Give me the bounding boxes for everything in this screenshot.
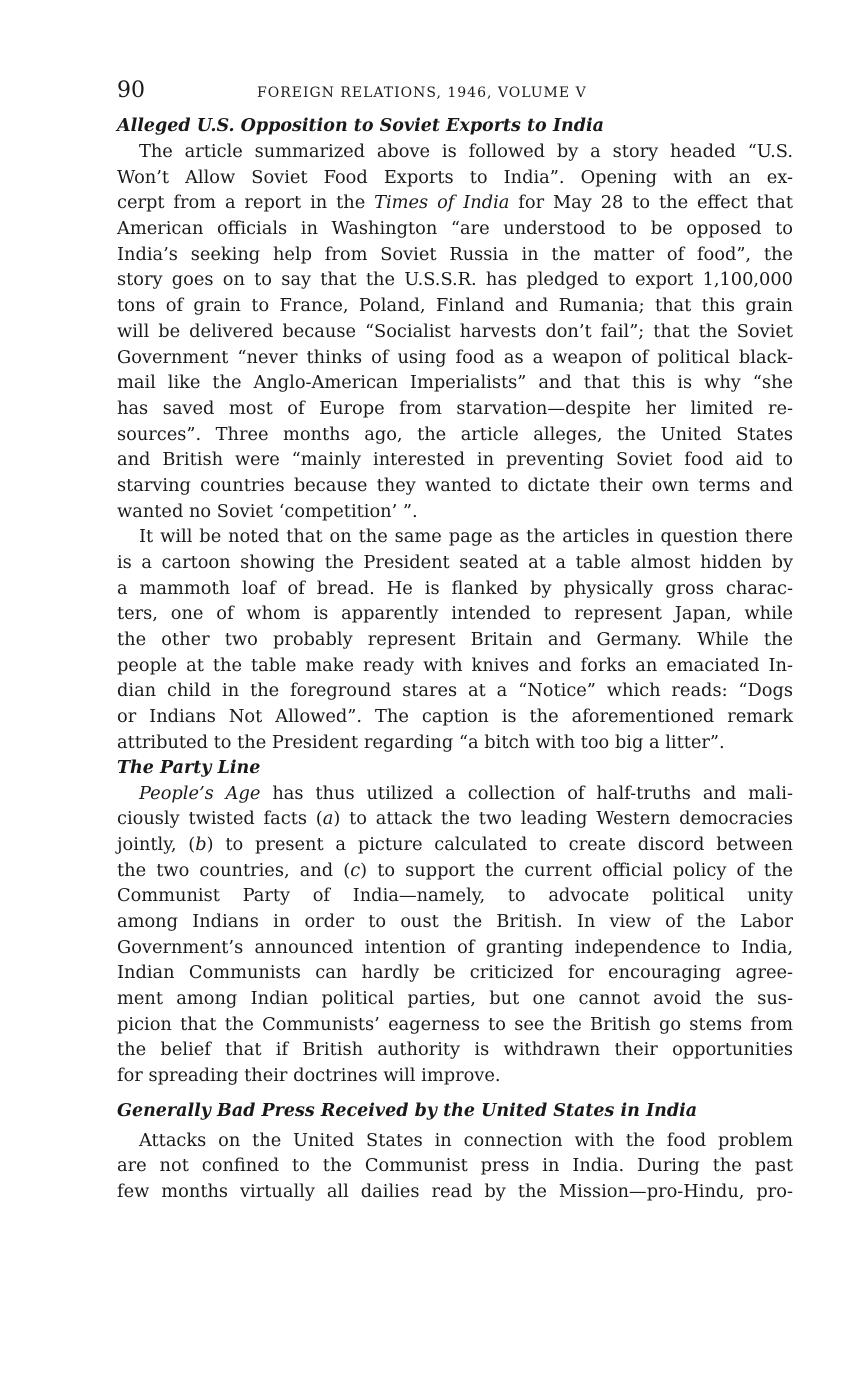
text-line: among Indians in order to oust the British. In view of the Labor [117,910,793,932]
list-marker: c [350,859,361,881]
newspaper-title: People’s Age [139,782,261,804]
text-run: jointly, ( [117,833,196,855]
text-line: Government’s announced intention of granting independence to India, [117,936,793,958]
text-line: few months virtually all dailies read by the Mission—pro-Hindu, pro- [117,1181,793,1203]
text-line: people at the table make ready with knives and forks an emaciated In- [117,654,793,676]
text-line [117,832,793,858]
page-number: 90 [117,78,145,103]
text-run: has thus utilized a collection of half-truths and mali- [260,782,794,804]
paragraph-party-line [117,781,793,1089]
text-line: Indian Communists can hardly be criticized for encouraging agree- [117,962,793,984]
text-line: for spreading their doctrines will improve. [117,1065,501,1087]
running-head: FOREIGN RELATIONS, 1946, VOLUME V [257,85,587,101]
text-line: wanted no Soviet ‘competition’ ”. [117,500,418,522]
newspaper-title: Times of India [374,192,510,214]
text-line: story goes on to say that the U.S.S.R. has pledged to export 1,100,000 [117,269,793,291]
text-line: will be delivered because “Socialist harvests don’t fail”; that the Soviet [117,320,793,342]
text-line: a mammoth loaf of bread. He is flanked by physically gross charac- [117,577,793,599]
text-line [117,806,793,832]
text-line: starving countries because they wanted to dictate their own terms and [117,474,793,496]
text-line: The article summarized above is followed by a story headed “U.S. [139,141,793,162]
text-run: cerpt from a report in the [117,192,375,214]
text-line: ment among Indian political parties, but one cannot avoid the sus- [117,988,793,1009]
text-line: or Indians Not Allowed”. The caption is the aforementioned remark [117,706,793,728]
text-line: India’s seeking help from Soviet Russia in the matter of food”, the [117,243,793,265]
text-line: attributed to the President regarding “a bitch with too big a litter”. [117,731,725,753]
text-line [117,781,793,807]
text-run: ) to support the current official policy of the [360,859,793,881]
list-marker: a [322,808,334,830]
text-line: the belief that if British authority is withdrawn their opportunities [117,1039,793,1061]
text-line [117,858,793,884]
section-heading-bad-press: Generally Bad Press Received by the United States in India [117,1100,698,1121]
text-line: and British were “mainly interested in preventing Soviet food aid to [117,449,793,471]
text-line: sources”. Three months ago, the article alleges, the United States [117,423,793,445]
text-line: dian child in the foreground stares at a “Notice” which reads: “Dogs [117,680,793,702]
text-line [117,190,793,216]
text-run: ) to present a picture calculated to create discord between [206,833,793,855]
text-run: ) to attack the two leading Western democracies [333,808,793,830]
text-line: Won’t Allow Soviet Food Exports to India”. Opening with an ex- [117,166,793,188]
text-line: mail like the Anglo-American Imperialists” and that this is why “she [117,372,793,394]
text-line: are not confined to the Communist press in India. During the past [117,1155,793,1177]
text-line: picion that the Communists’ eagerness to see the British go stems from [117,1013,793,1035]
section-heading-soviet-exports: Alleged U.S. Opposition to Soviet Exports to India [117,116,604,136]
text-line: Government “never thinks of using food as a weapon of political black- [117,346,793,368]
text-line: Attacks on the United States in connection with the food problem [139,1129,793,1151]
section-heading-party-line: The Party Line [117,757,261,778]
list-marker: b [195,833,207,855]
text-run: ciously twisted facts ( [117,808,323,830]
paragraph-soviet-exports [117,139,793,524]
document-page [117,78,793,1205]
paragraph-cartoon [117,524,793,755]
text-line: It will be noted that on the same page as the articles in question there [139,526,793,548]
paragraph-bad-press [117,1128,793,1205]
text-run: the two countries, and ( [117,859,351,881]
text-line: is a cartoon showing the President seated at a table almost hidden by [117,552,793,573]
text-line: Communist Party of India—namely, to advocate political unity [117,885,793,907]
text-line: tons of grain to France, Poland, Finland and Rumania; that this grain [117,295,793,317]
text-line: the other two probably represent Britain and Germany. While the [117,629,793,651]
page-header [117,78,793,114]
section-spacer [117,1089,793,1099]
text-run: for May 28 to the effect that [509,192,794,214]
text-line: American officials in Washington “are understood to be opposed to [117,218,793,240]
text-line: ters, one of whom is apparently intended to represent Japan, while [117,603,793,625]
text-line: has saved most of Europe from starvation—despite her limited re- [117,397,793,419]
